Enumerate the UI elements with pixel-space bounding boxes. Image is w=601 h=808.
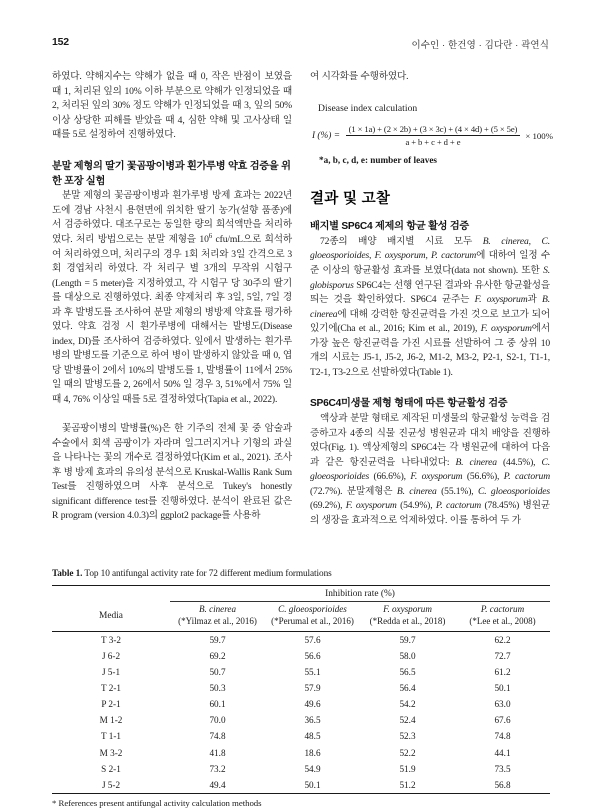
- cell-media: T 3-2: [101, 634, 121, 645]
- t: 에 대해 강력한 항진균력을 가진 것으로 보고가 되어 있기에(Cha et al., 2016; Kim et al., 2019),: [310, 308, 550, 335]
- cell-value: 67.6: [494, 715, 511, 726]
- disease-index-equation: [310, 124, 554, 148]
- header-media: Media: [52, 602, 170, 632]
- species-name: C. gloeosporioides: [477, 485, 550, 497]
- t: (54.9%),: [396, 500, 436, 512]
- cell-value: 62.2: [494, 634, 511, 645]
- cell-value: 61.2: [494, 667, 511, 678]
- cell-value: 74.8: [209, 731, 226, 742]
- cell-value: 57.9: [304, 683, 321, 694]
- cell-value: 56.6: [304, 650, 321, 661]
- equation-numerator: (1 × 1a) + (2 × 2b) + (3 × 3c) + (4 × 4d) + (5 × 5e): [346, 124, 521, 136]
- cell-value: 48.5: [304, 731, 321, 742]
- subheading-formulation-type: SP6C4미생물 제형 형태에 따른 항균활성 검증: [310, 398, 508, 410]
- equation-equals-sign: =: [334, 130, 340, 141]
- cell-media: P 2-1: [101, 699, 121, 710]
- header-column-f-oxysporum: [360, 602, 455, 632]
- species-name: F. oxysporum: [474, 294, 528, 306]
- section-title-results-discussion: 결과 및 고찰: [310, 191, 391, 208]
- species-name: B. cinerea: [310, 294, 550, 320]
- cell-value: 60.1: [209, 699, 226, 710]
- t: (72.7%). 분말제형은: [310, 485, 397, 497]
- species-name: P. cactorum: [503, 471, 550, 483]
- equation-tail: × 100%: [525, 130, 554, 141]
- cell-media: J 5-2: [52, 777, 170, 794]
- page-number: 152: [52, 36, 69, 48]
- cell-value: 74.8: [494, 731, 511, 742]
- table-row: [52, 744, 550, 760]
- author-list: 이수인 · 한건영 · 김다란 · 곽연식: [411, 40, 549, 51]
- table-caption-text: Top 10 antifungal activity rate for 72 different medium formulations: [82, 569, 332, 579]
- equation-footnote: [310, 153, 550, 167]
- cell-value: 59.7: [209, 634, 226, 645]
- equation-footnote-variables: *a, b, c, d, e: [319, 155, 365, 166]
- cell-value: 69.2: [209, 650, 226, 661]
- cell-value: 49.6: [304, 699, 321, 710]
- cell-value: 44.1: [494, 747, 511, 758]
- equation-fraction: [346, 124, 521, 147]
- cell-value: 50.7: [209, 667, 226, 678]
- cell-value: 50.3: [209, 683, 226, 694]
- header-species-reference: (*Redda et al., 2018): [369, 616, 446, 627]
- table-header-group-row: [52, 586, 550, 602]
- subheading-field-trial: 분말 제형의 딸기 꽃곰팡이병과 흰가루병 약효 검증을 위한 포장 실험: [52, 160, 291, 187]
- t: SP6C4는 선행 연구된 결과와 유사한 항균활성을 띄는 것을 확인하였다. SP6C4 균주는: [310, 279, 550, 306]
- header-species-name: P. cactorum: [480, 604, 525, 614]
- header-species-reference: (*Lee et al., 2008): [469, 616, 536, 627]
- t: 72종의 배양 배지별 시료 모두: [320, 235, 483, 247]
- cell-value: 18.6: [304, 747, 321, 758]
- species-name: F. oxysporum: [410, 471, 463, 483]
- table-row: [52, 648, 550, 664]
- right-column: [310, 70, 554, 552]
- cell-value: 51.2: [360, 777, 455, 794]
- t: 에 대하여 일정 수준 이상의 항균활성 효과를 보였다(data not shown). 또한: [310, 250, 550, 276]
- cell-media: S 2-1: [101, 763, 121, 774]
- table-row: [52, 777, 550, 794]
- table-row: [52, 680, 550, 696]
- cell-value: 58.0: [399, 650, 416, 661]
- cell-value: 63.0: [494, 699, 511, 710]
- cell-value: 49.4: [170, 777, 265, 794]
- paragraph-text: 하였다. 약해지수는 약해가 없을 때 0, 작은 반점이 보였을 때 1, 처리된 잎의 10% 이하 부분으로 약해가 인정되었을 때 2, 처리된 잎의 30% 정도 약해가 인정되었을 때 3, 잎의 50% 이상 상당한 피해를 받았을 때 4, 심한 약해 및 고사상태 일 때를 5로 설정하여 진행하였다.: [52, 71, 292, 141]
- cell-value: 56.4: [399, 683, 416, 694]
- header-column-p-cactorum: [455, 602, 550, 632]
- species-name: F. oxysporum: [345, 500, 397, 512]
- header-column-c-gloeosporioides: [265, 602, 360, 632]
- paragraph-text: 꽃곰팡이병의 발병률(%)은 한 기주의 전체 꽃 중 암술과 수술에서 회색 곰팡이가 자라며 일그러지거나 기형의 과실을 나타나는 꽃의 개수로 결정하였다(Kim et al., 2021). 조사 후 병 방제 효과의 유의성 분석으로 Kruskal-Wallis Rank Sum Test를 진행하였으며 사후 분석으로 Tukey's honestly significant difference test를 진행하였다. 분석이 완료된 값은 R program (version 4.0.3)의 ggplot2 package를 사용하: [52, 423, 292, 522]
- header-spacer-cell: [52, 586, 170, 602]
- cell-media: J 6-2: [101, 650, 121, 661]
- table-caption-label: Table 1.: [52, 569, 83, 579]
- species-name: B. cinerea: [455, 456, 497, 468]
- spacer: [310, 209, 550, 220]
- paragraph-formulation-results: [310, 412, 550, 528]
- t: (66.6%),: [369, 471, 411, 483]
- t: (55.1%),: [436, 485, 478, 497]
- table-row: [52, 761, 550, 777]
- header-species-name: F. oxysporum: [383, 604, 432, 614]
- header-column-b-cinerea: [170, 602, 265, 632]
- cell-value: 55.1: [304, 667, 321, 678]
- t: (69.2%),: [310, 500, 346, 512]
- cell-media: T 2-1: [101, 683, 121, 694]
- cell-value: 54.2: [399, 699, 416, 710]
- table-row: [52, 712, 550, 728]
- t: 액상과 분말 형태로 제작된 미생물의 항균활성 능력을 검증하고자 4종의 식물 진균성 병원균과 대치 배양을 진행하였다(Fig. 1). 액상제형의 SP6C4는 각 병원균에 대하여 다음과 같은 항진균력을 나타내었다:: [310, 413, 550, 468]
- table-footnote: * References present antifungal activity calculation methods: [52, 797, 262, 808]
- header-species-name: C. gloeosporioides: [278, 604, 347, 614]
- left-column: [52, 70, 292, 552]
- t: (44.5%),: [496, 456, 542, 468]
- cell-value: 54.9: [304, 763, 321, 774]
- cell-media: M 1-2: [99, 715, 123, 726]
- header-species-name: B. cinerea: [198, 604, 237, 614]
- cell-value: 50.1: [265, 777, 360, 794]
- species-name: S. globisporus: [310, 264, 550, 291]
- species-name: F. oxysporum: [480, 323, 532, 335]
- paragraph-medium-screening: [310, 235, 550, 380]
- t: (56.6%),: [462, 471, 504, 483]
- header-species-reference: (*Perumal et al., 2016): [271, 616, 354, 627]
- equation-lhs: I (%): [312, 130, 332, 141]
- header-species-reference: (*Yilmaz et al., 2016): [178, 616, 257, 627]
- cell-value: 70.0: [209, 715, 226, 726]
- cell-value: 57.6: [304, 634, 321, 645]
- t: 과: [527, 294, 543, 306]
- species-name: P. cactorum: [435, 500, 482, 512]
- body-columns: [52, 70, 554, 552]
- paragraph-visualization-continued: [310, 70, 550, 85]
- subheading-sp6c4-antifungal: 배지별 SP6C4 제제의 항균 활성 검증: [310, 221, 470, 233]
- spacer: [310, 380, 550, 397]
- cell-value: 73.5: [494, 763, 511, 774]
- equation-label: Disease index calculation: [318, 102, 418, 114]
- cell-value: 41.8: [209, 747, 226, 758]
- table-row: [52, 631, 550, 648]
- cell-value: 73.2: [209, 763, 226, 774]
- spacer: [310, 167, 550, 189]
- cell-value: 72.7: [494, 650, 511, 661]
- t: 에서 가장 높은 항진균력을 가진 시료를 선발하여 그 중 상위 10개의 시료는 J5-1, J5-2, J6-2, M1-2, M3-2, P2-1, S2-1, T1-1, T2-1, T3-2으로 선발하였다(Table 1).: [310, 323, 550, 378]
- paragraph-field-trial-methods: [52, 189, 292, 407]
- cell-value: 52.3: [399, 731, 416, 742]
- cell-value: 36.5: [304, 715, 321, 726]
- cell-value: 50.1: [494, 683, 511, 694]
- paragraph-text-part1: 분말 제형의 꽃곰팡이병과 흰가루병 방제 효과는 2022년도에 경남 사천시 용현면에 위치한 딸기 농가(설향 품종)에서 검증하였다. 대조구로는 동일한 량의 희석액만을 처리하였다. 처리 방법으로는 분말 제형을 10: [52, 190, 292, 245]
- table-row: [52, 728, 550, 744]
- equation-denominator: a + b + c + d + e: [405, 137, 461, 148]
- equation-footnote-text: : number of leaves: [364, 155, 437, 166]
- paragraph-flower-blight-rate: [52, 422, 292, 524]
- spacer: [52, 143, 292, 160]
- paragraph-text: 여 시각화를 수행하였다.: [310, 71, 409, 82]
- cell-media: J 5-1: [101, 667, 121, 678]
- species-name: C. gloeosporioides: [310, 456, 550, 483]
- cell-value: 59.7: [399, 634, 416, 645]
- cell-media: T 1-1: [101, 731, 121, 742]
- spacer: [310, 85, 550, 102]
- cell-value: 52.4: [399, 715, 416, 726]
- cell-value: 52.2: [399, 747, 416, 758]
- cell-value: 56.5: [399, 667, 416, 678]
- species-name: B. cinerea: [396, 485, 437, 497]
- cell-media: M 3-2: [99, 747, 123, 758]
- paragraph-text-part2: cfu/mL으로 희석하여 처리하였으며, 처리구의 경우 1회 처리와 3일 간격으로 3회 경엽처리 하였다. 각 처리구 별 3개의 무작위 시험구(Length = 5 meter)을 지정하였고, 각 시험구 당 30주의 딸기를 대상으로 진행하였다. 최종 약제처리 후 3일, 5일, 7일 경과 후 발병도를 조사하여 분말 제형의 병방제 약효를 평가하였다. 약효 검정 시 흰가루병에 대해서는 발병도(Disease index, DI)를 조사하여 검증하였다. 잎에서 발생하는 흰가루병의 발병도를 기준으로 하여 병이 발생하지 않았을 때 0, 엽당 발병률이 2에서 10%의 발병도를 1, 발병률이 11에서 25% 일 때의 발병도를 2, 26에서 50% 일 경우 3, 51%에서 75% 일 때 4, 76% 이상일 때를 5로 결정하였다(Tapia et al., 2022).: [52, 233, 292, 405]
- superscript-exponent: 6: [208, 232, 213, 240]
- paragraph-phytotoxicity-index: [52, 70, 292, 143]
- table-1-container: [52, 568, 550, 808]
- table-header-row: [52, 602, 550, 632]
- table-row: [52, 696, 550, 712]
- antifungal-activity-table: [52, 585, 550, 794]
- cell-value: 56.8: [455, 777, 550, 794]
- running-head: [52, 36, 549, 52]
- header-inhibition-rate: Inhibition rate (%): [170, 586, 550, 602]
- table-caption: [52, 568, 550, 581]
- table-row: [52, 664, 550, 680]
- t: (78.45%) 병원균의 생장을 효과적으로 억제하였다. 이를 통하여 두 가: [310, 500, 550, 526]
- cell-value: 51.9: [399, 763, 416, 774]
- species-name: B. cinerea, C. gloeosporioides, F. oxysporum, P. cactorum: [310, 235, 550, 262]
